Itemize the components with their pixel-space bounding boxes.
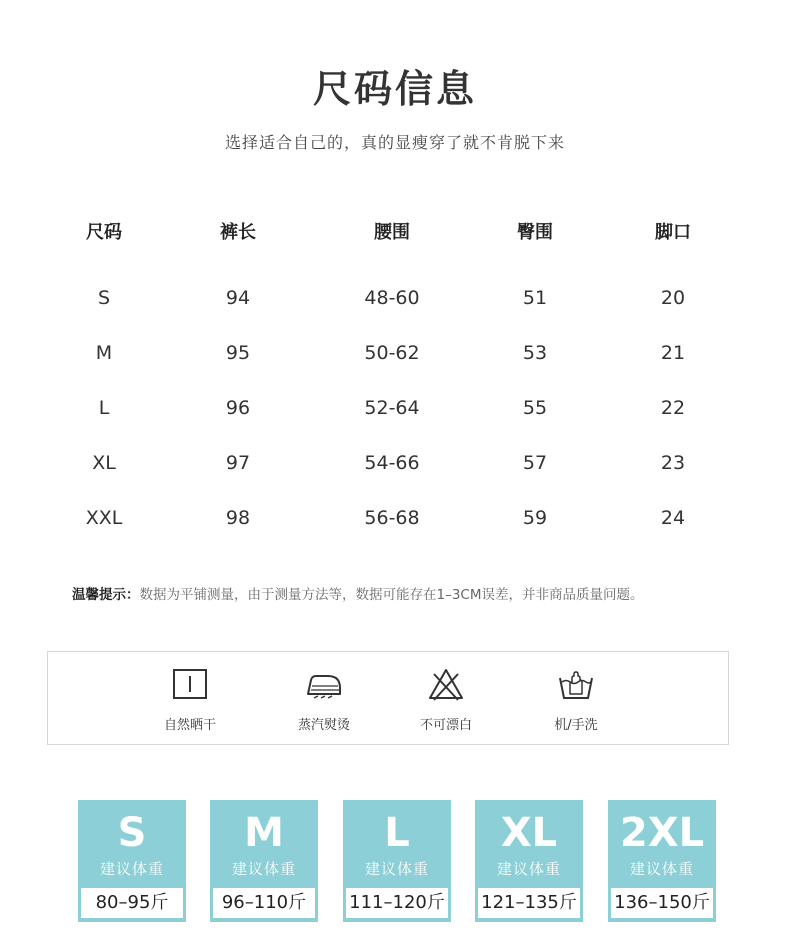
column-header: 腰围 [374, 222, 410, 243]
notice-text: 数据为平铺测量，由于测量方法等，数据可能存在1–3CM误差，并非商品质量问题。 [139, 587, 644, 603]
table-cell: M [95, 342, 113, 364]
page-subtitle: 选择适合自己的，真的显瘦穿了就不肯脱下来 [224, 133, 565, 152]
weight-cards [0, 800, 790, 922]
care-instructions [47, 651, 729, 745]
card-weight: 121–135斤 [478, 888, 580, 918]
table-cell: 97 [225, 452, 251, 474]
card-weight: 111–120斤 [346, 888, 448, 918]
table-cell: 22 [660, 397, 686, 419]
card-caption: 建议体重 [99, 860, 164, 878]
table-row [30, 436, 760, 491]
card-size: L [384, 810, 410, 856]
column-header: 脚口 [655, 222, 691, 243]
care-item-no-bleach [391, 652, 501, 746]
weight-card-l [343, 800, 451, 922]
weight-card-s [78, 800, 186, 922]
table-cell: XXL [85, 507, 123, 529]
page-title: 尺码信息 [312, 67, 477, 111]
table-cell: 20 [660, 287, 686, 309]
table-cell: 24 [660, 507, 686, 529]
card-weight: 96–110斤 [213, 888, 315, 918]
table-cell: 98 [225, 507, 251, 529]
weight-card-2xl [608, 800, 716, 922]
weight-card-m [210, 800, 318, 922]
care-item-line-dry [135, 652, 245, 746]
care-item-iron-steam [269, 652, 379, 746]
table-cell: XL [92, 452, 116, 474]
hand-wash-icon [556, 666, 596, 702]
card-weight: 80–95斤 [81, 888, 183, 918]
care-label: 蒸汽熨烫 [297, 718, 350, 733]
card-size: XL [500, 810, 558, 856]
notice-label: 温馨提示： [72, 587, 140, 603]
table-cell: 55 [522, 397, 548, 419]
line-dry-icon [170, 666, 210, 702]
card-size: M [244, 810, 284, 856]
weight-card-xl [475, 800, 583, 922]
table-cell: 94 [225, 287, 251, 309]
table-row [30, 326, 760, 381]
table-cell: 52-64 [364, 397, 420, 419]
table-cell: 21 [660, 342, 686, 364]
no-bleach-icon [426, 666, 466, 702]
table-cell: 96 [225, 397, 251, 419]
table-cell: L [98, 397, 110, 419]
table-cell: 48-60 [364, 287, 420, 309]
table-cell: 59 [522, 507, 548, 529]
card-caption: 建议体重 [629, 860, 694, 878]
care-label: 不可漂白 [419, 718, 472, 733]
column-header: 尺码 [86, 222, 122, 243]
table-cell: 57 [522, 452, 548, 474]
table-cell: S [97, 287, 111, 309]
iron-steam-icon [304, 666, 344, 702]
care-label: 自然晒干 [163, 718, 216, 733]
care-item-hand-wash [521, 652, 631, 746]
card-size: 2XL [619, 810, 705, 856]
table-cell: 95 [225, 342, 251, 364]
table-header-row [30, 205, 760, 263]
card-caption: 建议体重 [496, 860, 561, 878]
column-header: 裤长 [220, 222, 256, 243]
table-cell: 54-66 [364, 452, 420, 474]
measurement-notice [72, 583, 772, 603]
table-cell: 51 [522, 287, 548, 309]
card-size: S [117, 810, 147, 856]
table-cell: 56-68 [364, 507, 420, 529]
column-header: 臀围 [517, 222, 553, 243]
table-row [30, 271, 760, 326]
size-table [30, 205, 760, 546]
card-weight: 136–150斤 [611, 888, 713, 918]
care-label: 机/手洗 [554, 718, 598, 733]
table-cell: 50-62 [364, 342, 420, 364]
table-row [30, 381, 760, 436]
table-cell: 53 [522, 342, 548, 364]
table-row [30, 491, 760, 546]
card-caption: 建议体重 [364, 860, 429, 878]
card-caption: 建议体重 [231, 860, 296, 878]
table-cell: 23 [660, 452, 686, 474]
